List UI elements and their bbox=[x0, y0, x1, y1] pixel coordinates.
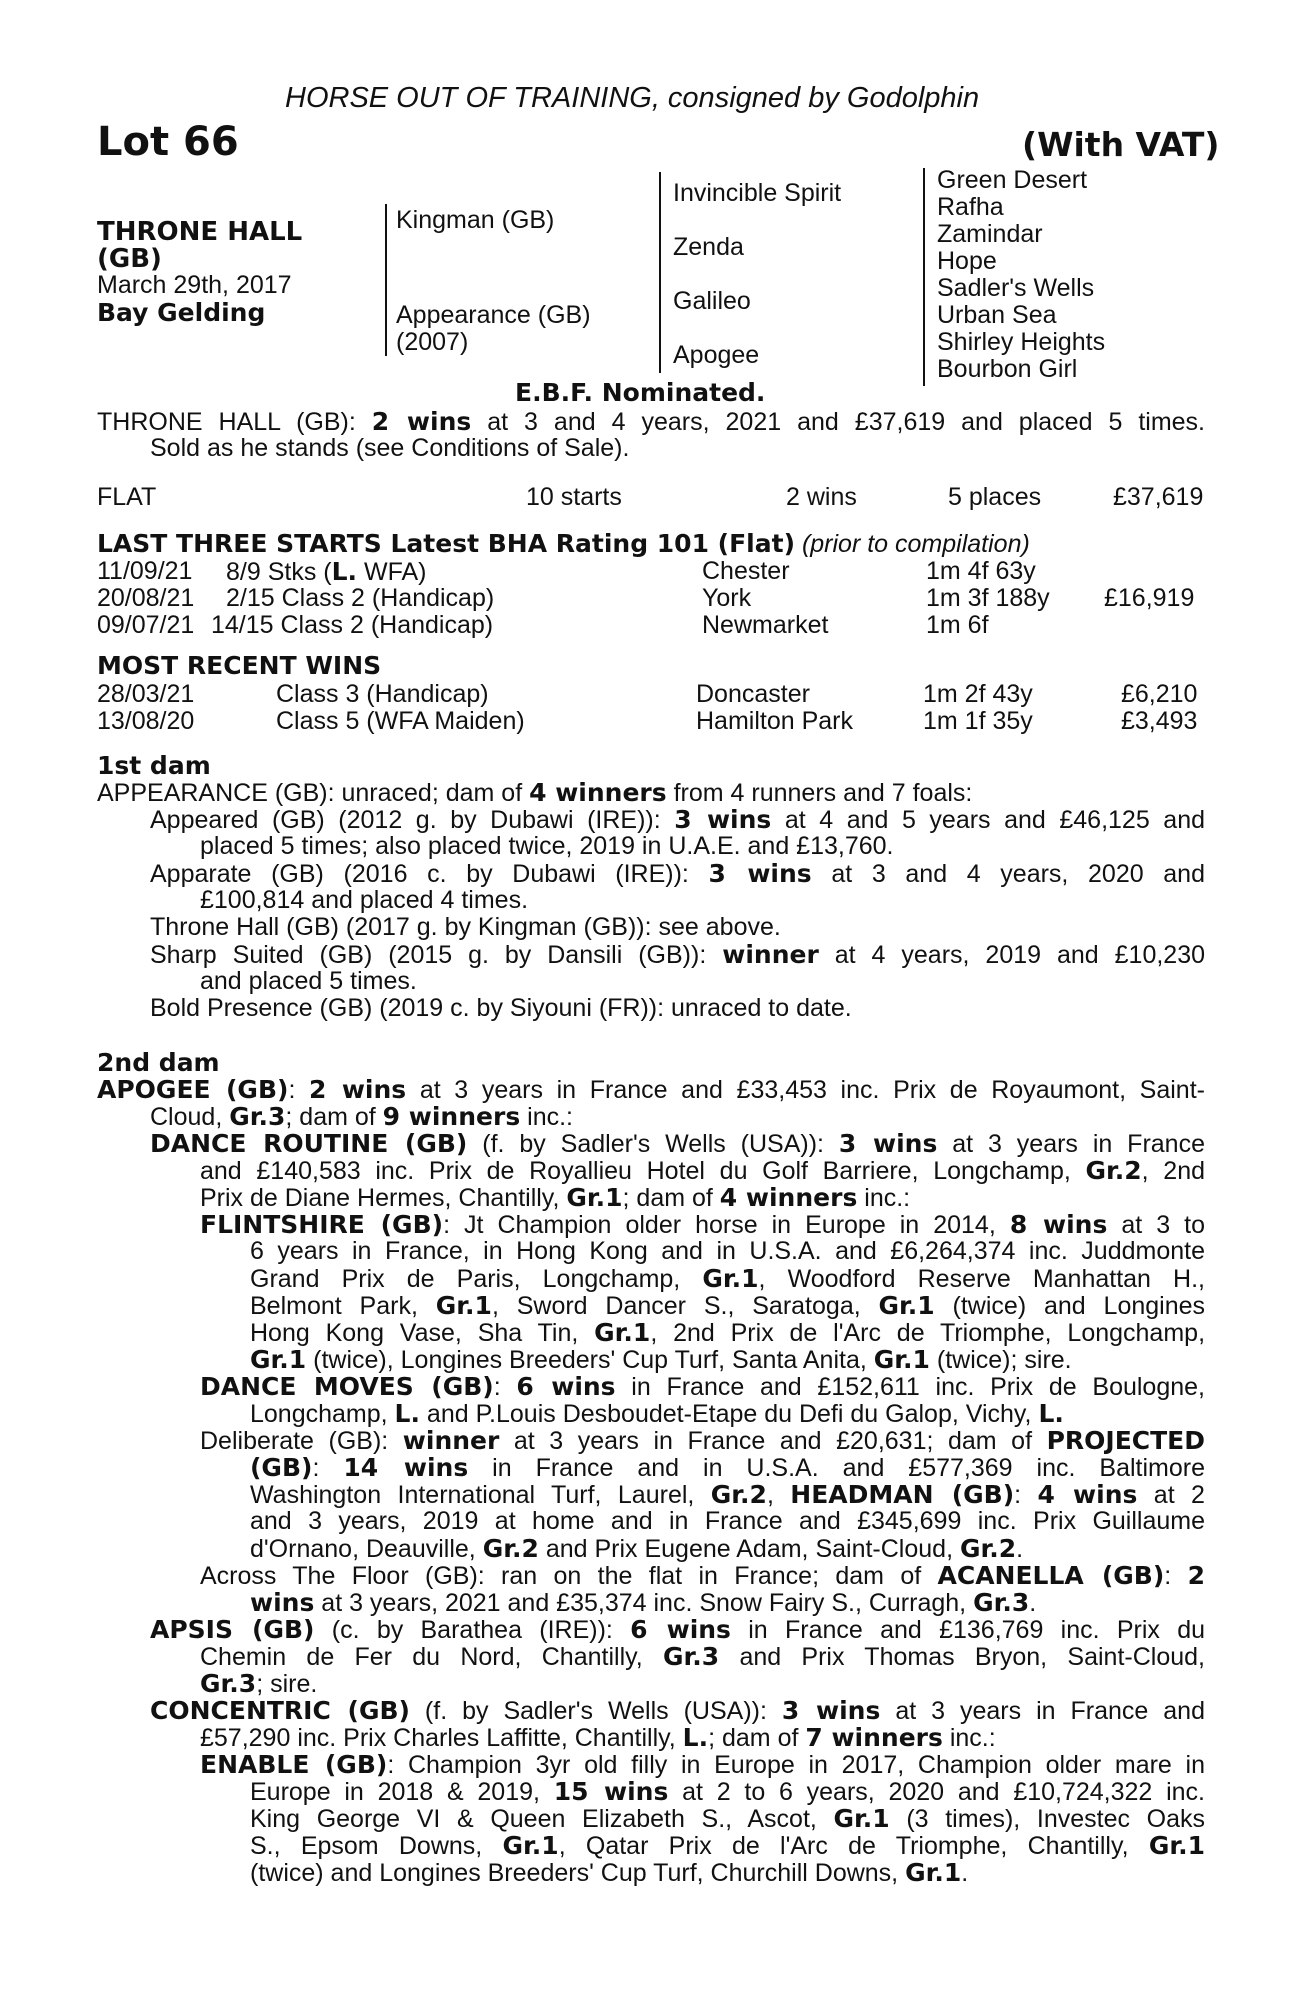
win-distance: 1m 2f 43y bbox=[923, 680, 1033, 708]
second-dam-line: Hong Kong Vase, Sha Tin, Gr.1, 2nd Prix de l'Arc de Triomphe, Longchamp, bbox=[250, 1319, 1205, 1347]
second-dam-line: (twice) and Longines Breeders' Cup Turf, Churchill Downs, Gr.1. bbox=[250, 1858, 969, 1887]
run-race: 14/15 Class 2 (Handicap) bbox=[211, 611, 494, 639]
win-course: Doncaster bbox=[696, 680, 810, 708]
second-dam-line: 6 years in France, in Hong Kong and in U.S.A. and £6,264,374 inc. Juddmonte bbox=[250, 1238, 1205, 1265]
second-dam-line: Longchamp, L. and P.Louis Desboudet-Etape du Defi du Galop, Vichy, L. bbox=[250, 1399, 1064, 1428]
pedigree-g3-6: Urban Sea bbox=[937, 301, 1057, 329]
run-race-c: WFA) bbox=[357, 558, 427, 586]
run-date: 20/08/21 bbox=[97, 584, 195, 612]
record-wins: 2 wins bbox=[786, 483, 857, 511]
summary-rest: at 3 and 4 years, 2021 and £37,619 and placed 5 times. bbox=[471, 408, 1205, 436]
last-three-title: LAST THREE STARTS Latest BHA Rating 101 (Flat) bbox=[97, 529, 795, 558]
pedigree-g3-1: Green Desert bbox=[937, 166, 1088, 194]
win-distance: 1m 1f 35y bbox=[923, 707, 1033, 735]
second-dam-line: wins at 3 years, 2021 and £35,374 inc. Snow Fairy S., Curragh, Gr.3. bbox=[250, 1588, 1037, 1617]
second-dam-heading: 2nd dam bbox=[97, 1048, 220, 1077]
pedigree-line-2 bbox=[659, 172, 661, 373]
pedigree-g2-1: Invincible Spirit bbox=[673, 179, 842, 207]
horse-country: (GB) bbox=[97, 244, 162, 274]
run-course: Chester bbox=[702, 557, 790, 585]
win-date: 28/03/21 bbox=[97, 680, 195, 708]
second-dam-line: King George VI & Queen Elizabeth S., Ascot, Gr.1 (3 times), Investec Oaks bbox=[250, 1805, 1205, 1833]
vat-label: (With VAT) bbox=[1022, 125, 1220, 164]
run-distance: 1m 3f 188y bbox=[926, 584, 1050, 612]
second-dam-line: Washington International Turf, Laurel, Gr.2, HEADMAN (GB): 4 wins at 2 bbox=[250, 1481, 1205, 1509]
consignor-line: HORSE OUT OF TRAINING, consigned by Godolphin bbox=[285, 82, 980, 114]
first-dam-line: and placed 5 times. bbox=[200, 967, 417, 995]
first-dam-line: Bold Presence (GB) (2019 c. by Siyouni (FR)): unraced to date. bbox=[150, 994, 852, 1022]
summary-conditions: Sold as he stands (see Conditions of Sale). bbox=[150, 434, 630, 462]
run-race-a: 8/9 Stks ( bbox=[226, 558, 332, 586]
pedigree-line-3 bbox=[923, 168, 925, 386]
second-dam-line: Cloud, Gr.3; dam of 9 winners inc.: bbox=[150, 1102, 573, 1131]
first-dam-line: Appeared (GB) (2012 g. by Dubawi (IRE)): 3 wins at 4 and 5 years and £46,125 and bbox=[150, 806, 1205, 834]
second-dam-line: £57,290 inc. Prix Charles Laffitte, Chantilly, L.; dam of 7 winners inc.: bbox=[200, 1723, 996, 1752]
run-course: Newmarket bbox=[702, 611, 829, 639]
lot-number: Lot 66 bbox=[97, 119, 239, 165]
pedigree-dam-year: (2007) bbox=[396, 328, 469, 356]
second-dam-line: CONCENTRIC (GB) (f. by Sadler's Wells (USA)): 3 wins at 3 years in France and bbox=[150, 1697, 1205, 1725]
win-prize: £3,493 bbox=[1121, 707, 1198, 735]
run-race: 2/15 Class 2 (Handicap) bbox=[226, 584, 495, 612]
pedigree-g3-2: Rafha bbox=[937, 193, 1004, 221]
second-dam-line: Prix de Diane Hermes, Chantilly, Gr.1; dam of 4 winners inc.: bbox=[200, 1183, 911, 1212]
second-dam-line: DANCE ROUTINE (GB) (f. by Sadler's Wells (USA)): 3 wins at 3 years in France bbox=[150, 1130, 1205, 1158]
first-dam-heading: 1st dam bbox=[97, 751, 211, 780]
summary-prefix: THRONE HALL (GB): bbox=[97, 408, 372, 436]
recent-wins-heading: MOST RECENT WINS bbox=[97, 651, 382, 680]
second-dam-line: Gr.3; sire. bbox=[200, 1669, 318, 1698]
second-dam-line: d'Ornano, Deauville, Gr.2 and Prix Eugene Adam, Saint-Cloud, Gr.2. bbox=[250, 1534, 1024, 1563]
first-dam-line: Sharp Suited (GB) (2015 g. by Dansili (GB)): winner at 4 years, 2019 and £10,230 bbox=[150, 941, 1205, 969]
record-label: FLAT bbox=[97, 483, 157, 511]
first-dam-line: Throne Hall (GB) (2017 g. by Kingman (GB)): see above. bbox=[150, 913, 781, 941]
second-dam-line: Grand Prix de Paris, Longchamp, Gr.1, Woodford Reserve Manhattan H., bbox=[250, 1265, 1205, 1293]
last-three-note: (prior to compilation) bbox=[801, 530, 1030, 558]
run-distance: 1m 6f bbox=[926, 611, 989, 639]
run-race bbox=[226, 558, 426, 586]
second-dam-line: FLINTSHIRE (GB): Jt Champion older horse in Europe in 2014, 8 wins at 3 to bbox=[200, 1211, 1205, 1239]
run-race-b: L. bbox=[331, 557, 358, 586]
second-dam-line: Deliberate (GB): winner at 3 years in France and £20,631; dam of PROJECTED bbox=[200, 1427, 1205, 1455]
second-dam-line: Across The Floor (GB): ran on the flat in France; dam of ACANELLA (GB): 2 bbox=[200, 1562, 1205, 1590]
pedigree-sire: Kingman (GB) bbox=[396, 206, 555, 234]
record-starts: 10 starts bbox=[526, 483, 622, 511]
first-dam-line: Apparate (GB) (2016 c. by Dubawi (IRE)): 3 wins at 3 and 4 years, 2020 and bbox=[150, 860, 1205, 888]
pedigree-line-1 bbox=[385, 204, 387, 356]
record-earnings: £37,619 bbox=[1113, 483, 1204, 511]
first-dam-line: £100,814 and placed 4 times. bbox=[200, 886, 529, 914]
pedigree-g2-3: Galileo bbox=[673, 287, 751, 315]
run-course: York bbox=[702, 584, 752, 612]
pedigree-g3-5: Sadler's Wells bbox=[937, 274, 1095, 302]
run-prize: £16,919 bbox=[1104, 584, 1195, 612]
pedigree-g2-4: Apogee bbox=[673, 341, 760, 369]
win-race: Class 3 (Handicap) bbox=[276, 680, 489, 708]
pedigree-g2-2: Zenda bbox=[673, 233, 744, 261]
win-date: 13/08/20 bbox=[97, 707, 195, 735]
pedigree-g3-3: Zamindar bbox=[937, 220, 1043, 248]
second-dam-line: APSIS (GB) (c. by Barathea (IRE)): 6 wins in France and £136,769 inc. Prix du bbox=[150, 1616, 1205, 1644]
win-race: Class 5 (WFA Maiden) bbox=[276, 707, 525, 735]
horse-name: THRONE HALL bbox=[97, 217, 303, 247]
second-dam-line: (GB): 14 wins in France and in U.S.A. and £577,369 inc. Baltimore bbox=[250, 1454, 1205, 1482]
ebf-nominated: E.B.F. Nominated. bbox=[515, 378, 766, 407]
second-dam-line: and £140,583 inc. Prix de Royallieu Hotel du Golf Barriere, Longchamp, Gr.2, 2nd bbox=[200, 1157, 1205, 1185]
horse-description: Bay Gelding bbox=[97, 298, 266, 327]
pedigree-g3-7: Shirley Heights bbox=[937, 328, 1106, 356]
run-date: 11/09/21 bbox=[97, 557, 193, 585]
run-distance: 1m 4f 63y bbox=[926, 557, 1036, 585]
win-prize: £6,210 bbox=[1121, 680, 1198, 708]
second-dam-line: and 3 years, 2019 at home and in France and £345,699 inc. Prix Guillaume bbox=[250, 1508, 1205, 1535]
second-dam-line: Europe in 2018 & 2019, 15 wins at 2 to 6 years, 2020 and £10,724,322 inc. bbox=[250, 1778, 1205, 1806]
pedigree-g3-4: Hope bbox=[937, 247, 997, 275]
foaling-date: March 29th, 2017 bbox=[97, 271, 292, 299]
run-date: 09/07/21 bbox=[97, 611, 195, 639]
second-dam-line: S., Epsom Downs, Gr.1, Qatar Prix de l'Arc de Triomphe, Chantilly, Gr.1 bbox=[250, 1832, 1205, 1860]
first-dam-line: APPEARANCE (GB): unraced; dam of 4 winners from 4 runners and 7 foals: bbox=[97, 778, 973, 807]
second-dam-line: Chemin de Fer du Nord, Chantilly, Gr.3 and Prix Thomas Bryon, Saint-Cloud, bbox=[200, 1643, 1205, 1671]
pedigree-g3-8: Bourbon Girl bbox=[937, 355, 1078, 383]
second-dam-line: APOGEE (GB): 2 wins at 3 years in France and £33,453 inc. Prix de Royaumont, Saint- bbox=[97, 1076, 1205, 1104]
pedigree-dam: Appearance (GB) bbox=[396, 301, 591, 329]
win-course: Hamilton Park bbox=[696, 707, 853, 735]
summary-line bbox=[97, 408, 1205, 436]
record-places: 5 places bbox=[948, 483, 1042, 511]
second-dam-line: DANCE MOVES (GB): 6 wins in France and £152,611 inc. Prix de Boulogne, bbox=[200, 1373, 1205, 1401]
last-three-heading bbox=[97, 530, 1030, 558]
first-dam-line: placed 5 times; also placed twice, 2019 in U.A.E. and £13,760. bbox=[200, 832, 894, 860]
second-dam-line: ENABLE (GB): Champion 3yr old filly in Europe in 2017, Champion older mare in bbox=[200, 1751, 1205, 1779]
second-dam-line: Gr.1 (twice), Longines Breeders' Cup Turf, Santa Anita, Gr.1 (twice); sire. bbox=[250, 1345, 1072, 1374]
second-dam-line: Belmont Park, Gr.1, Sword Dancer S., Saratoga, Gr.1 (twice) and Longines bbox=[250, 1292, 1205, 1320]
summary-wins: 2 wins bbox=[371, 408, 472, 436]
